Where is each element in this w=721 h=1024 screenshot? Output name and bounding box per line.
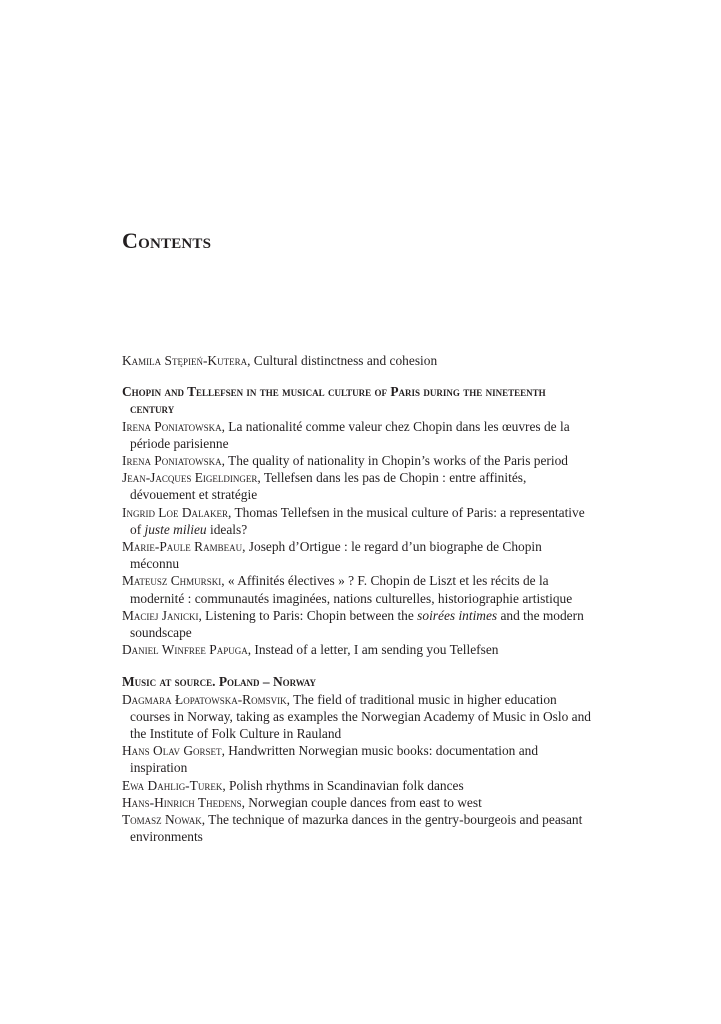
spacer [122, 369, 592, 383]
entry-author: Hans Olav Gorset [122, 743, 222, 759]
toc-entry [122, 641, 592, 658]
entry-title: , The quality of nationality in Chopin’s works of the Paris period [221, 453, 568, 469]
toc-entry [122, 469, 592, 503]
toc-entry [122, 504, 592, 538]
spacer [122, 658, 592, 673]
entry-author: Irena Poniatowska [122, 453, 222, 469]
entry-author: Marie-Paule Rambeau [122, 539, 243, 555]
entry-title: , Norwegian couple dances from east to west [241, 794, 482, 810]
toc-entry [122, 742, 592, 776]
entry-author: Dagmara Łopatowska-Romsvik [122, 691, 287, 707]
entry-title: , Instead of a letter, I am sending you Tellefsen [247, 642, 499, 658]
entry-author: Maciej Janicki [122, 607, 199, 623]
entry-author: Irena Poniatowska [122, 418, 222, 434]
toc-entry [122, 418, 592, 452]
entry-title: ideals? [206, 521, 248, 537]
toc-entry [122, 777, 592, 794]
entry-author: Daniel Winfree Papuga [122, 642, 248, 658]
entry-title: , Cultural distinctness and cohesion [247, 353, 438, 368]
toc-entry [122, 452, 592, 469]
entry-author: Kamila Stępień-Kutera [122, 353, 248, 368]
entry-title: , Joseph d’Ortigue : le regard d’un biographe de Chopin méconnu [130, 539, 542, 572]
table-of-contents [122, 352, 592, 845]
toc-entry [122, 538, 592, 572]
toc-entry [122, 607, 592, 641]
toc-entry [122, 691, 592, 743]
entry-author: Mateusz Chmurski [122, 573, 222, 589]
entry-title: , Handwritten Norwegian music books: documentation and inspiration [130, 743, 539, 776]
entry-author: Jean-Jacques Eigeldinger [122, 470, 258, 486]
toc-entry [122, 811, 592, 845]
section-heading-paris: Chopin and Tellefsen in the musical culture of Paris during the nineteenth century [122, 384, 546, 417]
entry-title: , La nationalité comme valeur chez Chopin dans les œuvres de la période parisienne [130, 418, 570, 451]
entry-title: , Thomas Tellefsen in the musical culture of Paris: a representative of [130, 504, 585, 537]
entry-title: and the modern soundscape [130, 607, 584, 641]
entry-title: , Tellefsen dans les pas de Chopin : entre affinités, dévouement et stratégie [130, 470, 527, 503]
page-title: Contents [122, 228, 212, 253]
entry-title-italic: soirées intimes [417, 607, 498, 623]
entry-author: Hans-Hinrich Thedens [122, 794, 242, 810]
section-heading-poland-norway: Music at source. Poland – Norway [122, 674, 316, 690]
entry-title: , The field of traditional music in higher education courses in Norway, taking as examples the Norwegian Academy of Music in Oslo and the Institute of Folk Culture in Rauland [130, 691, 591, 742]
entry-title-italic: juste milieu [144, 521, 207, 537]
entry-title: , Listening to Paris: Chopin between the [198, 607, 418, 623]
toc-entry [122, 572, 592, 606]
entry-title: , « Affinités électives » ? F. Chopin de Liszt et les récits de la modernité : communautés imaginées, nations culturelles, historiographie artistique [130, 573, 573, 606]
toc-entry-intro [122, 352, 592, 369]
entry-author: Ingrid Loe Dalaker [122, 504, 228, 520]
entry-author: Tomasz Nowak [122, 812, 202, 828]
entry-author: Ewa Dahlig-Turek [122, 777, 223, 793]
entry-title: , Polish rhythms in Scandinavian folk dances [222, 777, 464, 793]
toc-entry [122, 794, 592, 811]
entry-title: , The technique of mazurka dances in the gentry-bourgeois and peasant environments [130, 812, 583, 845]
